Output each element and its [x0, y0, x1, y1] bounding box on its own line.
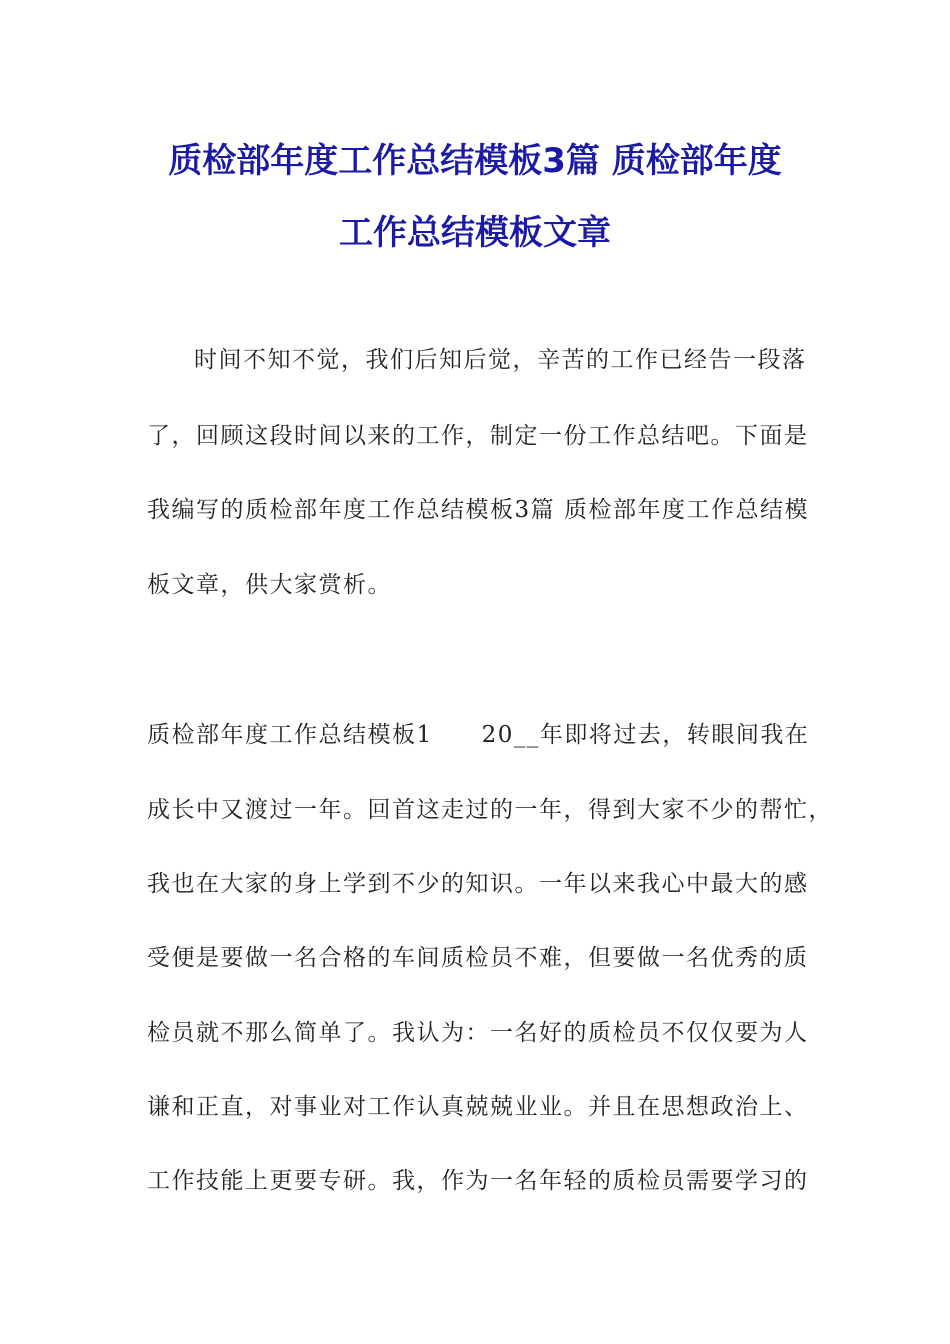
intro-line-1: 时间不知不觉，我们后知后觉，辛苦的工作已经告一段落 — [194, 347, 807, 373]
intro-line-4: 板文章，供大家赏析。 — [147, 572, 392, 598]
body-line-2: 成长中又渡过一年。回首这走过的一年，得到大家不少的帮忙， — [147, 797, 833, 823]
intro-line-2: 了，回顾这段时间以来的工作，制定一份工作总结吧。下面是 — [147, 423, 809, 449]
document-title-line-2: 工作总结模板文章 — [339, 213, 611, 253]
intro-line-3: 我编写的质检部年度工作总结模板3篇 质检部年度工作总结模 — [147, 497, 809, 523]
body-line-1: 质检部年度工作总结模板1 20__年即将过去，转眼间我在 — [147, 722, 810, 748]
body-line-4: 受便是要做一名合格的车间质检员不难，但要做一名优秀的质 — [147, 945, 809, 971]
document-title-line-1: 质检部年度工作总结模板3篇 质检部年度 — [168, 141, 782, 181]
body-line-3: 我也在大家的身上学到不少的知识。一年以来我心中最大的感 — [147, 871, 809, 897]
body-line-5: 检员就不那么简单了。我认为：一名好的质检员不仅仅要为人 — [147, 1020, 809, 1046]
body-line-6: 谦和正直，对事业对工作认真兢兢业业。并且在思想政治上、 — [147, 1094, 809, 1120]
body-line-7: 工作技能上更要专研。我，作为一名年轻的质检员需要学习的 — [147, 1168, 809, 1194]
